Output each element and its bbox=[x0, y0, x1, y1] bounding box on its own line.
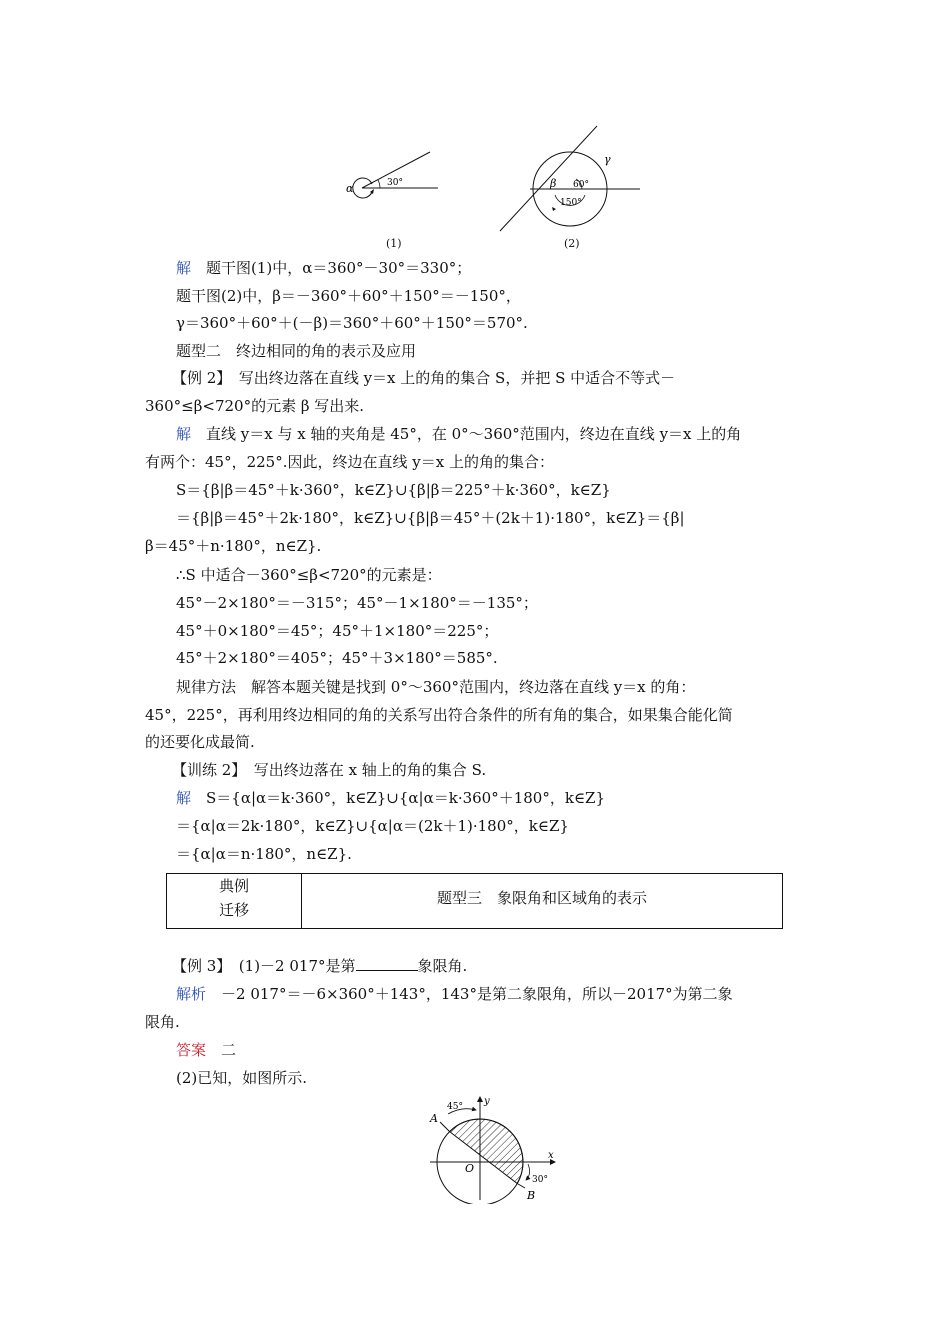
line-5: 【例 2】 写出终边落在直线 y＝x 上的角的集合 S，并把 S 中适合不等式－ bbox=[172, 369, 676, 387]
line-10: ＝{β|β＝45°＋2k·180°，k∈Z}∪{β|β＝45°＋(2k＋1)·180°，k∈Z}＝{β| bbox=[176, 509, 685, 527]
beta-label: β bbox=[550, 177, 557, 190]
figure-3-region-angle bbox=[420, 1092, 565, 1204]
line-7: 解 直线 y＝x 与 x 轴的夹角是 45°，在 0°～360°范围内，终边在直线 y＝x 上的角 bbox=[176, 425, 742, 443]
answer-blank bbox=[356, 956, 418, 971]
table-title-cell: 题型三 象限角和区域角的表示 bbox=[436, 889, 647, 907]
line-3: γ＝360°＋60°＋(－β)＝360°＋60°＋150°＝570°. bbox=[176, 314, 528, 332]
line-12: ∴S 中适合－360°≤β<720°的元素是： bbox=[176, 566, 442, 584]
line-20: 解 S＝{α|α＝k·360°，k∈Z}∪{α|α＝k·360°＋180°，k∈Z} bbox=[176, 789, 606, 807]
line-11: β＝45°＋n·180°，n∈Z}. bbox=[145, 537, 322, 555]
line-15: 45°＋2×180°＝405°；45°＋3×180°＝585°. bbox=[176, 649, 498, 667]
section-table bbox=[166, 873, 783, 929]
figure-2-angles-beta-gamma bbox=[490, 123, 650, 238]
gamma-label: γ bbox=[604, 153, 611, 166]
line-14: 45°＋0×180°＝45°；45°＋1×180°＝225°； bbox=[176, 622, 499, 640]
line-1: 解 题干图(1)中，α＝360°－30°＝330°； bbox=[176, 259, 472, 277]
line-2: 题干图(2)中，β＝－360°＋60°＋150°＝－150°， bbox=[176, 287, 521, 305]
figure-2-caption: (2) bbox=[564, 237, 580, 250]
figure-1-angle-alpha bbox=[340, 145, 450, 205]
line-22: ＝{α|α＝n·180°，n∈Z}. bbox=[176, 845, 352, 863]
point-b-label: B bbox=[527, 1189, 536, 1202]
deg60-label: 60° bbox=[573, 180, 589, 190]
section-heading-2: 题型二 终边相同的角的表示及应用 bbox=[176, 342, 417, 360]
line-16: 规律方法 解答本题关键是找到 0°～360°范围内，终边落在直线 y＝x 的角： bbox=[176, 678, 696, 696]
origin-label: O bbox=[465, 1162, 475, 1175]
point-a-label: A bbox=[430, 1112, 438, 1125]
y-axis-label: y bbox=[484, 1096, 490, 1107]
line-6: 360°≤β<720°的元素 β 写出来. bbox=[145, 397, 365, 415]
line-23: 【例 3】 (1)－2 017°是第 象限角. bbox=[172, 957, 468, 975]
line-17: 45°，225°，再利用终边相同的角的关系写出符合条件的所有角的集合，如果集合能化简 bbox=[145, 706, 733, 724]
deg30-label: 30° bbox=[387, 178, 403, 188]
line-19: 【训练 2】 写出终边落在 x 轴上的角的集合 S. bbox=[172, 761, 487, 779]
deg150-label: 150° bbox=[560, 198, 582, 208]
deg45-label: 45° bbox=[447, 1102, 463, 1112]
alpha-label: α bbox=[346, 182, 354, 195]
line-18: 的还要化成最简. bbox=[145, 733, 255, 751]
deg30-label-fig3: 30° bbox=[532, 1175, 548, 1185]
line-8: 有两个：45°，225°.因此，终边在直线 y＝x 上的角的集合： bbox=[145, 453, 554, 471]
figure-1-caption: (1) bbox=[386, 237, 402, 250]
line-21: ＝{α|α＝2k·180°，k∈Z}∪{α|α＝(2k＋1)·180°，k∈Z} bbox=[176, 817, 569, 835]
line-13: 45°－2×180°＝－315°；45°－1×180°＝－135°； bbox=[176, 594, 538, 612]
line-25: 限角. bbox=[145, 1013, 180, 1031]
x-axis-label: x bbox=[548, 1150, 554, 1161]
table-label-cell: 典例 迁移 bbox=[167, 874, 302, 928]
line-9: S＝{β|β＝45°＋k·360°，k∈Z}∪{β|β＝225°＋k·360°，k∈Z} bbox=[176, 481, 611, 499]
line-24: 解析 －2 017°＝－6×360°＋143°，143°是第二象限角，所以－2017°为第二象 bbox=[176, 985, 733, 1003]
line-26: 答案 二 bbox=[176, 1041, 237, 1059]
line-27: (2)已知，如图所示. bbox=[176, 1069, 308, 1087]
